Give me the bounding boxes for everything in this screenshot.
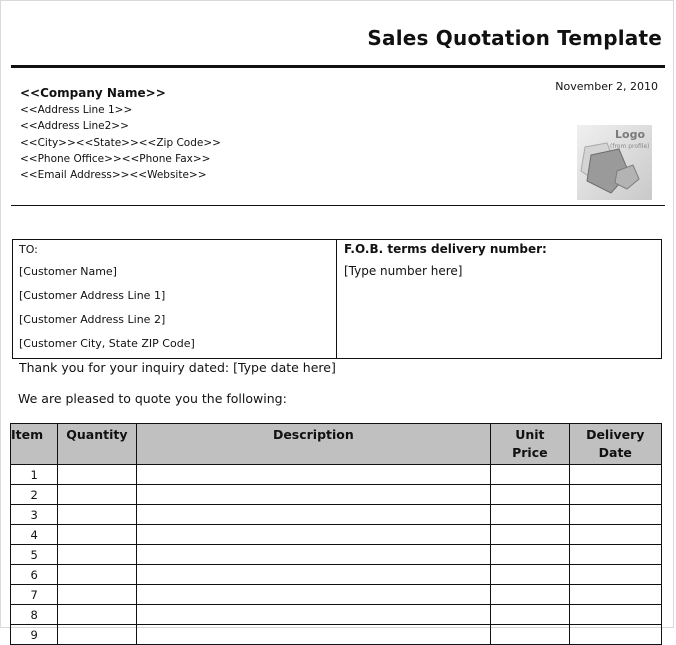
item-number-cell: 4 xyxy=(11,525,58,545)
table-header-row xyxy=(11,424,662,465)
company-block xyxy=(20,86,221,183)
table-row xyxy=(11,565,662,585)
unit-price-cell[interactable] xyxy=(491,525,569,545)
header-divider xyxy=(11,205,665,206)
logo-text: Logo xyxy=(615,128,645,141)
unit-price-cell[interactable] xyxy=(491,505,569,525)
quotation-items-table xyxy=(10,423,662,645)
item-number-cell: 9 xyxy=(11,625,58,645)
unit-price-cell[interactable] xyxy=(491,625,569,645)
info-column-divider xyxy=(336,240,337,358)
company-name[interactable]: <<Company Name>> xyxy=(20,86,166,100)
unit-price-cell[interactable] xyxy=(491,565,569,585)
header-delivery-date: Delivery Date xyxy=(569,424,661,465)
description-cell[interactable] xyxy=(136,525,491,545)
fob-label: F.O.B. terms delivery number: xyxy=(344,242,547,256)
header-item: Item xyxy=(11,424,58,465)
delivery-date-cell[interactable] xyxy=(569,625,661,645)
unit-price-cell[interactable] xyxy=(491,545,569,565)
logo-placeholder-image[interactable] xyxy=(577,125,652,200)
table-row xyxy=(11,585,662,605)
quantity-cell[interactable] xyxy=(58,585,136,605)
header-unit-price: Unit Price xyxy=(491,424,569,465)
delivery-date-cell[interactable] xyxy=(569,545,661,565)
quote-date[interactable]: November 2, 2010 xyxy=(555,80,658,93)
table-row xyxy=(11,625,662,645)
company-address-line-2[interactable]: <<Address Line2>> xyxy=(20,120,129,133)
header-quantity: Quantity xyxy=(58,424,136,465)
table-row xyxy=(11,465,662,485)
unit-price-cell[interactable] xyxy=(491,485,569,505)
customer-column xyxy=(19,243,195,361)
item-number-cell: 6 xyxy=(11,565,58,585)
delivery-date-cell[interactable] xyxy=(569,505,661,525)
quantity-cell[interactable] xyxy=(58,625,136,645)
table-body xyxy=(11,465,662,645)
delivery-date-cell[interactable] xyxy=(569,605,661,625)
quantity-cell[interactable] xyxy=(58,505,136,525)
quote-intro-text: We are pleased to quote you the following: xyxy=(18,391,287,406)
title-divider xyxy=(11,65,665,68)
item-number-cell: 3 xyxy=(11,505,58,525)
delivery-date-cell[interactable] xyxy=(569,585,661,605)
unit-price-cell[interactable] xyxy=(491,465,569,485)
delivery-date-cell[interactable] xyxy=(569,525,661,545)
company-city-state-zip[interactable]: <<City>><<State>><<Zip Code>> xyxy=(20,136,221,149)
item-number-cell: 5 xyxy=(11,545,58,565)
fob-number[interactable]: [Type number here] xyxy=(344,264,463,278)
unit-price-cell[interactable] xyxy=(491,605,569,625)
company-phone-fax[interactable]: <<Phone Office>><<Phone Fax>> xyxy=(20,152,211,165)
quantity-cell[interactable] xyxy=(58,565,136,585)
description-cell[interactable] xyxy=(136,465,491,485)
description-cell[interactable] xyxy=(136,485,491,505)
customer-name[interactable]: [Customer Name] xyxy=(19,265,117,278)
quantity-cell[interactable] xyxy=(58,545,136,565)
delivery-date-cell[interactable] xyxy=(569,465,661,485)
unit-price-cell[interactable] xyxy=(491,585,569,605)
customer-address-line-1[interactable]: [Customer Address Line 1] xyxy=(19,289,166,302)
customer-city-state-zip[interactable]: [Customer City, State ZIP Code] xyxy=(19,337,195,350)
quantity-cell[interactable] xyxy=(58,525,136,545)
header-description: Description xyxy=(136,424,491,465)
quantity-cell[interactable] xyxy=(58,485,136,505)
quantity-cell[interactable] xyxy=(58,465,136,485)
company-address-line-1[interactable]: <<Address Line 1>> xyxy=(20,104,133,116)
description-cell[interactable] xyxy=(136,605,491,625)
logo-subtext: (from profile) xyxy=(610,143,650,150)
description-cell[interactable] xyxy=(136,585,491,605)
delivery-date-cell[interactable] xyxy=(569,485,661,505)
item-number-cell: 2 xyxy=(11,485,58,505)
item-number-cell: 8 xyxy=(11,605,58,625)
item-number-cell: 1 xyxy=(11,465,58,485)
description-cell[interactable] xyxy=(136,505,491,525)
to-label: TO: xyxy=(19,243,38,256)
table-row xyxy=(11,485,662,505)
table-row xyxy=(11,545,662,565)
description-cell[interactable] xyxy=(136,625,491,645)
inquiry-thanks-text[interactable]: Thank you for your inquiry dated: [Type date here] xyxy=(19,360,336,375)
table-row xyxy=(11,525,662,545)
quantity-cell[interactable] xyxy=(58,605,136,625)
delivery-date-cell[interactable] xyxy=(569,565,661,585)
description-cell[interactable] xyxy=(136,565,491,585)
fob-column xyxy=(344,242,547,278)
item-number-cell: 7 xyxy=(11,585,58,605)
table-row xyxy=(11,605,662,625)
table-row xyxy=(11,505,662,525)
customer-address-line-2[interactable]: [Customer Address Line 2] xyxy=(19,313,166,326)
company-email-website[interactable]: <<Email Address>><<Website>> xyxy=(20,169,207,182)
document-title: Sales Quotation Template xyxy=(367,26,662,50)
description-cell[interactable] xyxy=(136,545,491,565)
customer-info-box xyxy=(12,239,662,359)
